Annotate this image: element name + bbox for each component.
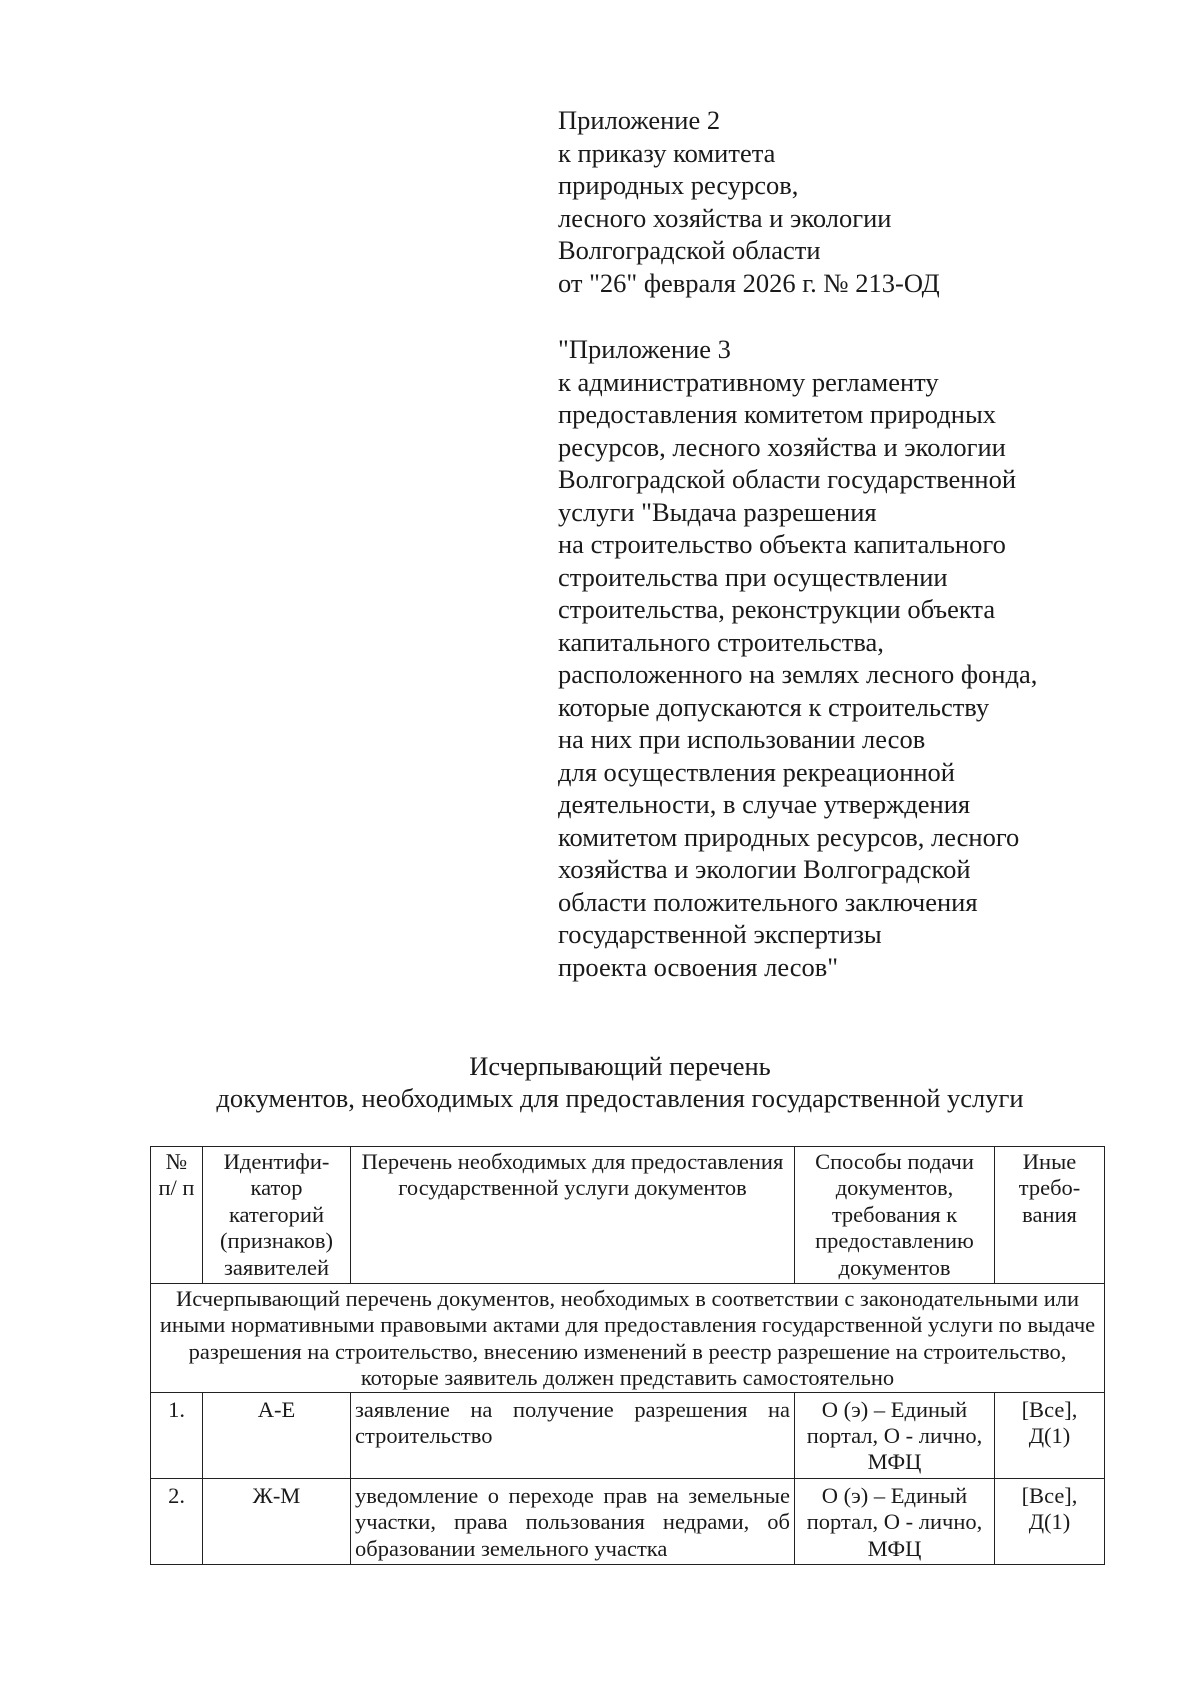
appendix-3-line: предоставления комитетом природных bbox=[558, 399, 997, 429]
appendix-3-line: хозяйства и экологии Волгоградской bbox=[558, 854, 971, 884]
appendix-3-line: комитетом природных ресурсов, лесного bbox=[558, 821, 1020, 852]
appendix-3-line: на них при использовании лесов bbox=[558, 724, 926, 754]
row-other: [Все], Д(1) bbox=[995, 1478, 1105, 1564]
title-line-2: документов, необходимых для предоставления государственной услуги bbox=[216, 1083, 1024, 1113]
header-num: № п/ п bbox=[151, 1147, 203, 1284]
appendix-3-line: проекта освоения лесов" bbox=[558, 951, 839, 982]
header-methods: Способы подачи документов, требования к предоставлению документов bbox=[795, 1147, 995, 1284]
row-identifier: Ж-М bbox=[203, 1478, 351, 1564]
header-other: Иные требо- вания bbox=[995, 1147, 1105, 1284]
appendix-3-header bbox=[558, 333, 1037, 983]
appendix-2-line: к приказу комитета bbox=[558, 137, 776, 168]
appendix-3-line: деятельности, в случае утверждения bbox=[558, 789, 971, 819]
header-identifier: Идентифи- катор категорий (признаков) заявителей bbox=[203, 1147, 351, 1284]
appendix-3-line: "Приложение 3 bbox=[558, 334, 731, 364]
appendix-3-line: Волгоградской области государственной bbox=[558, 464, 1017, 494]
table-header-row bbox=[151, 1147, 1105, 1284]
row-num: 2. bbox=[151, 1478, 203, 1564]
appendix-2-line: лесного хозяйства и экологии bbox=[558, 202, 892, 233]
appendix-3-line: к административному регламенту bbox=[558, 366, 939, 397]
row-document: заявление на получение разрешения на строительство bbox=[351, 1392, 795, 1478]
appendix-2-order-date: от "26" февраля 2026 г. № 213-ОД bbox=[558, 267, 940, 298]
appendix-3-line: капитального строительства, bbox=[558, 626, 884, 657]
row-method: О (э) – Единый портал, О - лично, МФЦ bbox=[795, 1478, 995, 1564]
appendix-2-line: природных ресурсов, bbox=[558, 170, 799, 200]
appendix-3-line: для осуществления рекреационной bbox=[558, 756, 955, 787]
document-list-title bbox=[0, 1050, 1200, 1114]
appendix-3-line: на строительство объекта капитального bbox=[558, 529, 1006, 559]
appendix-3-line: ресурсов, лесного хозяйства и экологии bbox=[558, 431, 1006, 462]
appendix-2-header bbox=[558, 104, 940, 299]
appendix-3-line: строительства при осуществлении bbox=[558, 561, 948, 592]
table-section-row bbox=[151, 1284, 1105, 1393]
appendix-2-line: Приложение 2 bbox=[558, 105, 721, 135]
row-method: О (э) – Единый портал, О - лично, МФЦ bbox=[795, 1392, 995, 1478]
row-identifier: А-Е bbox=[203, 1392, 351, 1478]
title-line-1: Исчерпывающий перечень bbox=[469, 1051, 771, 1081]
header-documents: Перечень необходимых для предоставления государственной услуги документов bbox=[351, 1147, 795, 1284]
appendix-3-line: услуги "Выдача разрешения bbox=[558, 496, 877, 527]
row-num: 1. bbox=[151, 1392, 203, 1478]
section-description: Исчерпывающий перечень документов, необходимых в соответствии с законодательными или иными нормативными правовыми актами для предоставления государственной услуги по выдаче разрешения на строительство, внесению изменений в реестр разрешение на строительство, которые заявитель должен представить самостоятельно bbox=[151, 1284, 1105, 1393]
documents-table bbox=[150, 1146, 1105, 1565]
appendix-3-line: области положительного заключения bbox=[558, 886, 978, 917]
appendix-3-line: государственной экспертизы bbox=[558, 919, 882, 949]
appendix-3-line: строительства, реконструкции объекта bbox=[558, 594, 996, 624]
table-row bbox=[151, 1478, 1105, 1564]
appendix-2-line: Волгоградской области bbox=[558, 235, 821, 265]
row-other: [Все], Д(1) bbox=[995, 1392, 1105, 1478]
table-row bbox=[151, 1392, 1105, 1478]
appendix-3-line: которые допускаются к строительству bbox=[558, 691, 990, 722]
row-document: уведомление о переходе прав на земельные участки, права пользования недрами, об образовании земельного участка bbox=[351, 1478, 795, 1564]
appendix-3-line: расположенного на землях лесного фонда, bbox=[558, 659, 1038, 689]
